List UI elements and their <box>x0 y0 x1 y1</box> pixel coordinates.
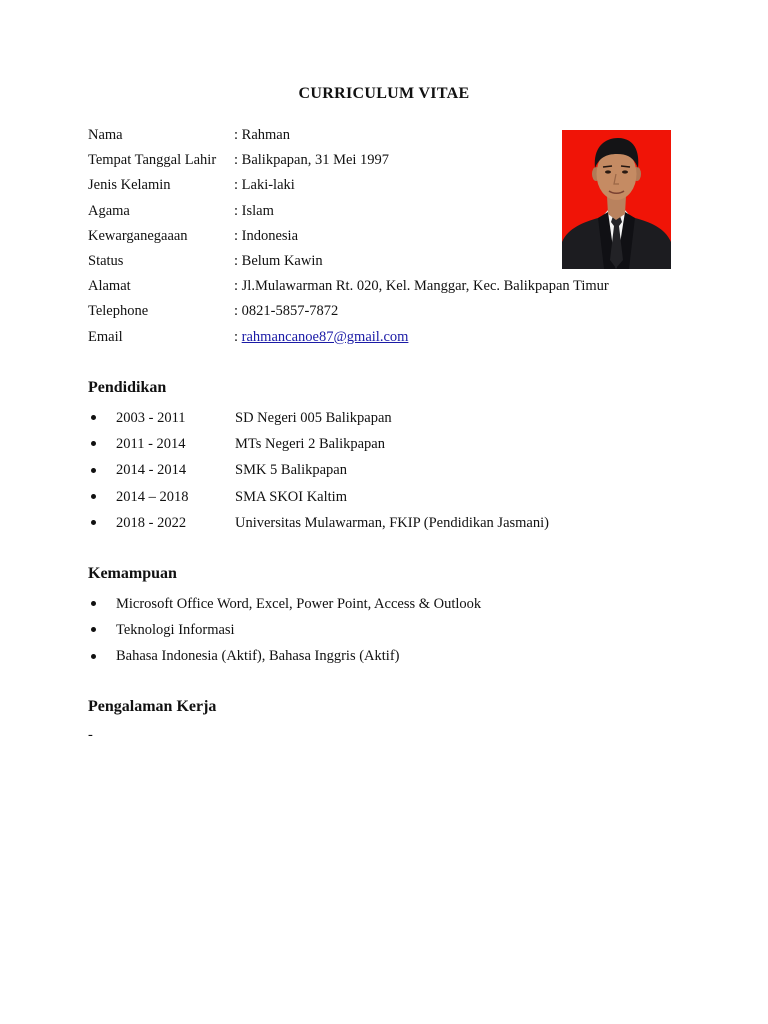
info-value: : Indonesia <box>234 227 299 244</box>
info-row-nama <box>88 125 609 150</box>
list-item <box>88 513 549 539</box>
education-heading: Pendidikan <box>88 379 167 396</box>
info-label: Kewarganegaaan <box>88 227 188 244</box>
experience-heading: Pengalaman Kerja <box>88 698 217 715</box>
info-row-alamat <box>88 276 609 301</box>
education-school: SD Negeri 005 Balikpapan <box>235 410 392 426</box>
info-label: Nama <box>88 127 123 143</box>
education-school: SMA SKOI Kaltim <box>235 488 347 505</box>
education-years: 2003 - 2011 <box>116 410 186 426</box>
education-years: 2018 - 2022 <box>116 514 187 531</box>
bullet-icon <box>88 594 116 620</box>
info-value: : 0821-5857-7872 <box>234 303 339 320</box>
bullet-icon <box>88 620 116 646</box>
bullet-icon <box>88 487 116 513</box>
personal-info <box>88 125 609 352</box>
info-value: : Laki-laki <box>234 177 295 194</box>
experience-value: - <box>88 727 93 743</box>
portrait-illustration <box>562 130 671 269</box>
info-value: : Rahman <box>234 127 290 143</box>
email-link[interactable]: rahmancanoe87@gmail.com <box>241 328 409 345</box>
education-years: 2011 - 2014 <box>116 436 186 453</box>
list-item <box>88 594 481 620</box>
education-school: SMK 5 Balikpapan <box>235 462 347 479</box>
info-row-tempat-tanggal-lahir <box>88 150 609 175</box>
info-value <box>234 327 408 352</box>
info-label: Jenis Kelamin <box>88 177 171 194</box>
education-school: Universitas Mulawarman, FKIP (Pendidikan Jasmani) <box>235 514 549 531</box>
education-years: 2014 - 2014 <box>116 462 187 479</box>
bullet-icon <box>88 408 116 434</box>
skill-text: Microsoft Office Word, Excel, Power Point, Access & Outlook <box>116 596 482 612</box>
info-label: Agama <box>88 202 130 219</box>
education-school: MTs Negeri 2 Balikpapan <box>235 436 385 453</box>
email-prefix: : <box>234 328 242 345</box>
info-value: : Balikpapan, 31 Mei 1997 <box>234 152 390 169</box>
education-years: 2014 – 2018 <box>116 488 189 505</box>
list-item <box>88 646 481 672</box>
education-list <box>88 408 549 539</box>
info-row-status <box>88 251 609 276</box>
info-label: Email <box>88 328 123 345</box>
bullet-icon <box>88 460 116 486</box>
info-row-jenis-kelamin <box>88 175 609 200</box>
skills-list <box>88 594 481 673</box>
info-value: : Jl.Mulawarman Rt. 020, Kel. Manggar, Kec. Balikpapan Timur <box>234 278 609 295</box>
info-label: Telephone <box>88 303 149 320</box>
list-item <box>88 460 549 486</box>
info-row-telephone <box>88 301 609 326</box>
skill-text: Teknologi Informasi <box>116 622 235 639</box>
bullet-icon <box>88 646 116 672</box>
list-item <box>88 434 549 460</box>
bullet-icon <box>88 434 116 460</box>
bullet-icon <box>88 513 116 539</box>
skills-heading: Kemampuan <box>88 565 177 582</box>
info-row-email <box>88 327 609 352</box>
list-item <box>88 408 549 434</box>
info-row-agama <box>88 201 609 226</box>
profile-photo <box>562 130 671 269</box>
list-item <box>88 487 549 513</box>
info-value: : Islam <box>234 202 274 219</box>
info-row-kewarganegaraan <box>88 226 609 251</box>
info-value: : Belum Kawin <box>234 252 323 269</box>
info-label: Status <box>88 252 124 269</box>
skill-text: Bahasa Indonesia (Aktif), Bahasa Inggris (Aktif) <box>116 648 400 665</box>
info-label: Alamat <box>88 278 131 295</box>
info-label: Tempat Tanggal Lahir <box>88 152 217 169</box>
list-item <box>88 620 481 646</box>
page-title: CURRICULUM VITAE <box>298 85 470 102</box>
